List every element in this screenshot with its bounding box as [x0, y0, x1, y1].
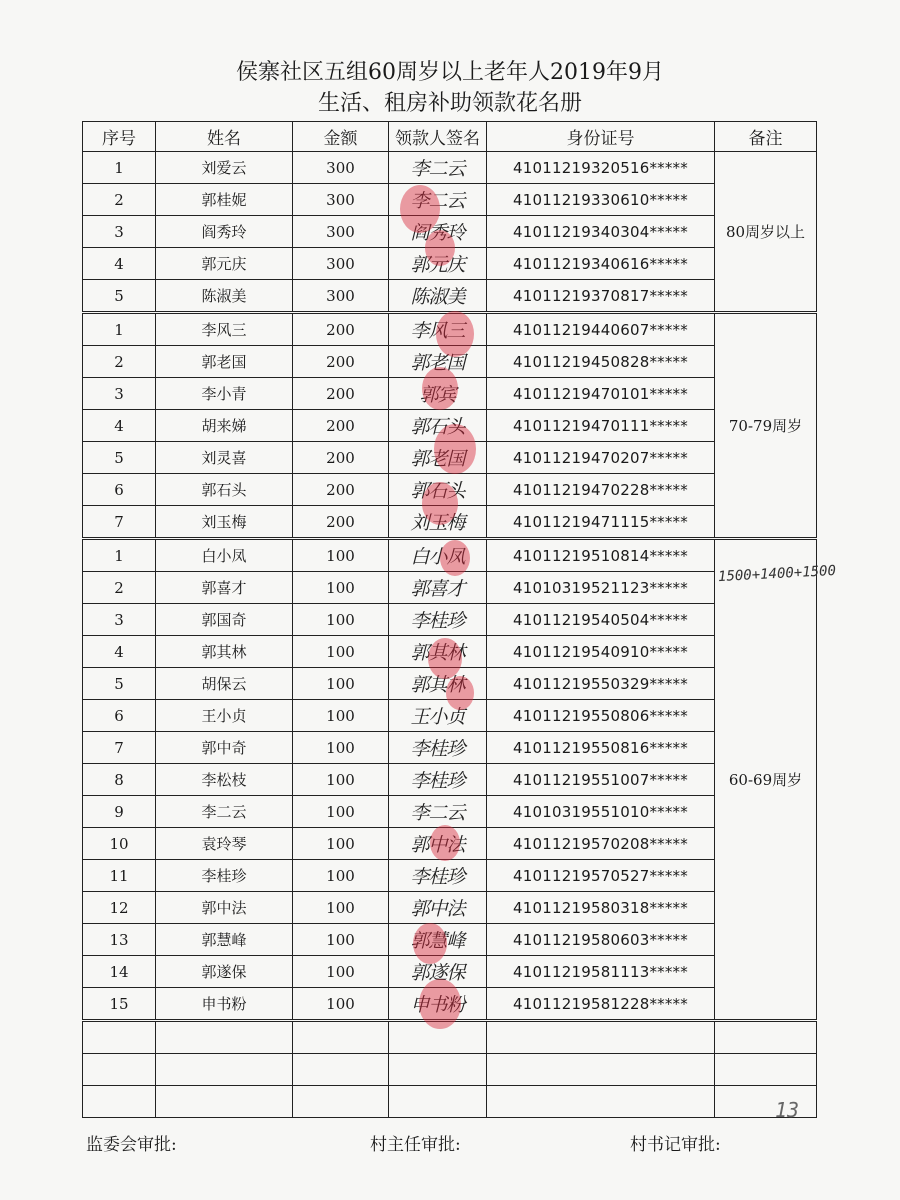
row-seq: 4 — [83, 410, 156, 442]
handwritten-signature: 李二云 — [410, 190, 465, 212]
header-name: 姓名 — [156, 122, 293, 152]
header-row — [83, 122, 817, 152]
row-amount: 100 — [293, 764, 389, 796]
row-amount: 300 — [293, 184, 389, 216]
row-amount: 100 — [293, 732, 389, 764]
row-amount: 100 — [293, 924, 389, 956]
table-row — [83, 506, 817, 539]
roster-table — [82, 121, 817, 1118]
handwritten-signature: 郭老国 — [410, 448, 465, 470]
row-id-number: 41011219581228***** — [487, 988, 715, 1021]
handwritten-margin-sum: 1500+1400+1500 — [717, 562, 837, 586]
row-id-number: 41011219470207***** — [487, 442, 715, 474]
row-name: 郭元庆 — [156, 248, 293, 280]
row-signature — [389, 828, 487, 860]
empty-cell — [389, 1054, 487, 1086]
row-amount: 300 — [293, 280, 389, 313]
handwritten-signature: 郭中法 — [410, 898, 465, 920]
row-seq: 6 — [83, 700, 156, 732]
row-amount: 100 — [293, 700, 389, 732]
row-amount: 200 — [293, 346, 389, 378]
handwritten-signature: 李二云 — [410, 158, 465, 180]
row-seq: 1 — [83, 539, 156, 572]
row-id-number: 41011219370817***** — [487, 280, 715, 313]
row-id-number: 41011219581113***** — [487, 956, 715, 988]
row-name: 郭石头 — [156, 474, 293, 506]
row-id-number: 41011219550816***** — [487, 732, 715, 764]
table-row — [83, 152, 817, 184]
handwritten-signature: 李桂珍 — [410, 866, 465, 888]
empty-cell — [389, 1086, 487, 1118]
handwritten-signature: 刘玉梅 — [410, 512, 465, 534]
row-signature — [389, 152, 487, 184]
row-signature — [389, 539, 487, 572]
table-row — [83, 700, 817, 732]
row-amount: 200 — [293, 378, 389, 410]
table-row — [83, 539, 817, 572]
table-row — [83, 604, 817, 636]
row-seq: 5 — [83, 668, 156, 700]
header-signature: 领款人签名 — [389, 122, 487, 152]
row-name: 郭遂保 — [156, 956, 293, 988]
document-title: 侯寨社区五组60周岁以上老年人2019年9月 — [236, 60, 664, 85]
row-signature — [389, 732, 487, 764]
table-row — [83, 216, 817, 248]
row-name: 袁玲琴 — [156, 828, 293, 860]
table-row — [83, 732, 817, 764]
footer-secretary-approval: 村书记审批: — [630, 1135, 721, 1155]
row-id-number: 41011219470111***** — [487, 410, 715, 442]
table-row — [83, 442, 817, 474]
empty-row — [83, 1054, 817, 1086]
table-row — [83, 474, 817, 506]
row-amount: 200 — [293, 313, 389, 346]
row-name: 郭其林 — [156, 636, 293, 668]
row-id-number: 41011219510814***** — [487, 539, 715, 572]
row-name: 李风三 — [156, 313, 293, 346]
row-id-number: 41011219471115***** — [487, 506, 715, 539]
handwritten-signature: 李桂珍 — [410, 610, 465, 632]
table-row — [83, 313, 817, 346]
header-seq: 序号 — [83, 122, 156, 152]
row-seq: 3 — [83, 378, 156, 410]
empty-row — [83, 1021, 817, 1054]
row-seq: 7 — [83, 506, 156, 539]
empty-cell — [715, 1021, 817, 1054]
row-name: 李松枝 — [156, 764, 293, 796]
row-seq: 3 — [83, 216, 156, 248]
row-signature — [389, 378, 487, 410]
row-id-number: 41010319551010***** — [487, 796, 715, 828]
row-name: 李二云 — [156, 796, 293, 828]
row-id-number: 41011219470228***** — [487, 474, 715, 506]
row-id-number: 41011219470101***** — [487, 378, 715, 410]
group-note: 60-69周岁 — [715, 539, 817, 1021]
row-id-number: 41011219340304***** — [487, 216, 715, 248]
empty-cell — [487, 1054, 715, 1086]
handwritten-signature: 李二云 — [410, 802, 465, 824]
row-seq: 1 — [83, 313, 156, 346]
empty-cell — [83, 1054, 156, 1086]
row-amount: 300 — [293, 248, 389, 280]
empty-cell — [156, 1054, 293, 1086]
handwritten-signature: 郭其林 — [410, 674, 465, 696]
row-amount: 100 — [293, 796, 389, 828]
row-id-number: 41011219540504***** — [487, 604, 715, 636]
handwritten-signature: 申书粉 — [410, 994, 465, 1016]
empty-cell — [293, 1054, 389, 1086]
row-name: 郭中法 — [156, 892, 293, 924]
table-row — [83, 572, 817, 604]
row-seq: 1 — [83, 152, 156, 184]
row-seq: 7 — [83, 732, 156, 764]
row-id-number: 41011219580603***** — [487, 924, 715, 956]
table-row — [83, 860, 817, 892]
row-seq: 15 — [83, 988, 156, 1021]
table-row — [83, 988, 817, 1021]
row-seq: 12 — [83, 892, 156, 924]
table-row — [83, 956, 817, 988]
row-id-number: 41011219550806***** — [487, 700, 715, 732]
row-id-number: 41011219540910***** — [487, 636, 715, 668]
row-seq: 4 — [83, 248, 156, 280]
row-signature — [389, 860, 487, 892]
row-name: 郭慧峰 — [156, 924, 293, 956]
row-id-number: 41011219440607***** — [487, 313, 715, 346]
row-id-number: 41011219580318***** — [487, 892, 715, 924]
handwritten-signature: 郭老国 — [410, 352, 465, 374]
row-name: 陈淑美 — [156, 280, 293, 313]
row-name: 郭喜才 — [156, 572, 293, 604]
empty-cell — [156, 1021, 293, 1054]
table-row — [83, 924, 817, 956]
empty-cell — [83, 1021, 156, 1054]
row-name: 王小贞 — [156, 700, 293, 732]
handwritten-signature: 郭中法 — [410, 834, 465, 856]
row-signature — [389, 636, 487, 668]
handwritten-signature: 郭宾 — [419, 384, 456, 406]
header-id: 身份证号 — [487, 122, 715, 152]
row-id-number: 41011219330610***** — [487, 184, 715, 216]
handwritten-signature: 郭石头 — [410, 480, 465, 502]
row-name: 白小凤 — [156, 539, 293, 572]
row-signature — [389, 604, 487, 636]
empty-cell — [715, 1086, 817, 1118]
row-name: 阎秀玲 — [156, 216, 293, 248]
header-note: 备注 — [715, 122, 817, 152]
row-amount: 200 — [293, 410, 389, 442]
row-id-number: 41011219570527***** — [487, 860, 715, 892]
row-amount: 100 — [293, 892, 389, 924]
row-name: 李小青 — [156, 378, 293, 410]
row-name: 刘玉梅 — [156, 506, 293, 539]
empty-cell — [83, 1086, 156, 1118]
handwritten-signature: 郭元庆 — [410, 254, 465, 276]
handwritten-signature: 郭慧峰 — [410, 930, 465, 952]
row-id-number: 41011219551007***** — [487, 764, 715, 796]
empty-cell — [389, 1021, 487, 1054]
group-note: 80周岁以上 — [715, 152, 817, 313]
row-name: 申书粉 — [156, 988, 293, 1021]
handwritten-signature: 阎秀玲 — [410, 222, 465, 244]
row-signature — [389, 280, 487, 313]
row-signature — [389, 892, 487, 924]
row-name: 胡保云 — [156, 668, 293, 700]
row-seq: 5 — [83, 280, 156, 313]
empty-cell — [293, 1086, 389, 1118]
empty-cell — [156, 1086, 293, 1118]
row-seq: 5 — [83, 442, 156, 474]
row-signature — [389, 248, 487, 280]
row-signature — [389, 474, 487, 506]
row-signature — [389, 956, 487, 988]
row-name: 郭桂妮 — [156, 184, 293, 216]
table-row — [83, 636, 817, 668]
handwritten-signature: 李桂珍 — [410, 738, 465, 760]
row-signature — [389, 442, 487, 474]
row-seq: 6 — [83, 474, 156, 506]
empty-cell — [487, 1021, 715, 1054]
row-seq: 11 — [83, 860, 156, 892]
row-amount: 100 — [293, 604, 389, 636]
row-signature — [389, 313, 487, 346]
row-seq: 4 — [83, 636, 156, 668]
row-amount: 100 — [293, 988, 389, 1021]
handwritten-page-number: 13 — [775, 1098, 800, 1122]
row-seq: 2 — [83, 346, 156, 378]
table-row — [83, 668, 817, 700]
row-amount: 300 — [293, 152, 389, 184]
table-row — [83, 796, 817, 828]
row-seq: 3 — [83, 604, 156, 636]
row-name: 刘灵喜 — [156, 442, 293, 474]
row-seq: 2 — [83, 184, 156, 216]
table-row — [83, 378, 817, 410]
handwritten-signature: 李风三 — [410, 320, 465, 342]
row-amount: 100 — [293, 539, 389, 572]
row-seq: 14 — [83, 956, 156, 988]
handwritten-signature: 陈淑美 — [410, 286, 465, 308]
row-seq: 10 — [83, 828, 156, 860]
handwritten-signature: 白小凤 — [410, 546, 465, 568]
row-name: 郭国奇 — [156, 604, 293, 636]
row-id-number: 41011219340616***** — [487, 248, 715, 280]
row-amount: 100 — [293, 668, 389, 700]
table-row — [83, 892, 817, 924]
row-amount: 100 — [293, 636, 389, 668]
row-id-number: 41010319521123***** — [487, 572, 715, 604]
row-seq: 2 — [83, 572, 156, 604]
row-amount: 300 — [293, 216, 389, 248]
row-amount: 200 — [293, 442, 389, 474]
roster-body — [83, 152, 817, 1118]
empty-cell — [293, 1021, 389, 1054]
table-row — [83, 248, 817, 280]
handwritten-signature: 郭喜才 — [410, 578, 465, 600]
empty-cell — [715, 1054, 817, 1086]
header-amount: 金额 — [293, 122, 389, 152]
row-amount: 200 — [293, 506, 389, 539]
row-name: 郭中奇 — [156, 732, 293, 764]
table-row — [83, 184, 817, 216]
row-signature — [389, 506, 487, 539]
row-amount: 200 — [293, 474, 389, 506]
row-signature — [389, 700, 487, 732]
handwritten-signature: 郭石头 — [410, 416, 465, 438]
table-row — [83, 280, 817, 313]
row-signature — [389, 572, 487, 604]
row-signature — [389, 988, 487, 1021]
table-row — [83, 410, 817, 442]
row-seq: 8 — [83, 764, 156, 796]
row-signature — [389, 764, 487, 796]
row-amount: 100 — [293, 572, 389, 604]
row-signature — [389, 184, 487, 216]
row-name: 胡来娣 — [156, 410, 293, 442]
row-seq: 13 — [83, 924, 156, 956]
table-row — [83, 828, 817, 860]
row-amount: 100 — [293, 956, 389, 988]
row-name: 李桂珍 — [156, 860, 293, 892]
handwritten-signature: 郭遂保 — [410, 962, 465, 984]
handwritten-signature: 王小贞 — [410, 706, 465, 728]
group-note: 70-79周岁 — [715, 313, 817, 539]
row-amount: 100 — [293, 828, 389, 860]
row-signature — [389, 796, 487, 828]
row-name: 郭老国 — [156, 346, 293, 378]
handwritten-signature: 郭其林 — [410, 642, 465, 664]
empty-row — [83, 1086, 817, 1118]
row-amount: 100 — [293, 860, 389, 892]
row-signature — [389, 924, 487, 956]
row-id-number: 41011219320516***** — [487, 152, 715, 184]
row-id-number: 41011219570208***** — [487, 828, 715, 860]
table-row — [83, 346, 817, 378]
row-id-number: 41011219450828***** — [487, 346, 715, 378]
row-signature — [389, 216, 487, 248]
table-row — [83, 764, 817, 796]
footer-supervisor-approval: 监委会审批: — [86, 1135, 177, 1155]
row-signature — [389, 668, 487, 700]
document-subtitle: 生活、租房补助领款花名册 — [317, 91, 582, 116]
footer-director-approval: 村主任审批: — [370, 1135, 461, 1155]
row-signature — [389, 346, 487, 378]
row-seq: 9 — [83, 796, 156, 828]
row-name: 刘爱云 — [156, 152, 293, 184]
handwritten-signature: 李桂珍 — [410, 770, 465, 792]
row-id-number: 41011219550329***** — [487, 668, 715, 700]
row-signature — [389, 410, 487, 442]
empty-cell — [487, 1086, 715, 1118]
